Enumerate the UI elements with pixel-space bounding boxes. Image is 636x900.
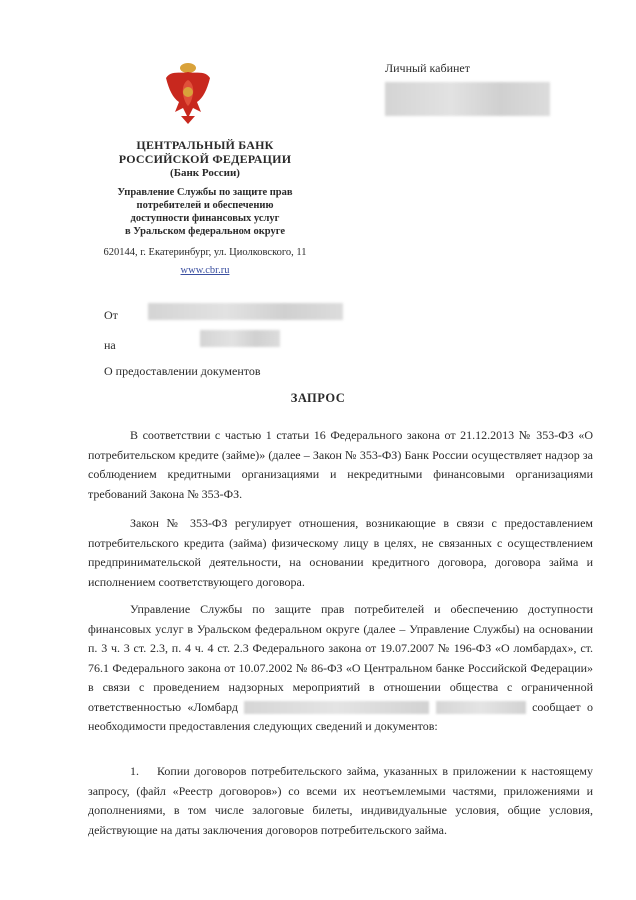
dept-line: потребителей и обеспечению xyxy=(136,200,274,211)
text-line: финансовыми организациями требований Закона № 353-ФЗ. xyxy=(88,467,594,501)
text-line: Копии договоров потребительского займа, указанных в приложении к xyxy=(157,764,527,778)
sender-address: 620144, г. Екатеринбург, ул. Циолковского, 11 xyxy=(103,247,307,258)
text-line: ломбардах», ст. 76.1 Федерального закона от 10.07.2002 № 86-ФЗ «О Центральном банке xyxy=(88,641,594,675)
paragraph-2 xyxy=(88,514,593,592)
dept-line: Управление Службы по защите прав xyxy=(117,187,293,198)
text-line: Закон № 353-ФЗ регулирует отношения, возникающие в связи с предоставлением xyxy=(130,516,593,530)
recipient-label: Личный кабинет xyxy=(385,61,470,75)
text-line: Российской Федерации» в связи с проведением надзорных мероприятий в отношении xyxy=(88,660,594,694)
list-number: 1. xyxy=(130,764,139,778)
text-line: общие условия, действующие на даты заключения договоров потребительского займа. xyxy=(88,803,594,837)
sender-letterhead xyxy=(80,138,330,277)
bank-short-name: (Банк России) xyxy=(170,167,240,179)
paragraph-1 xyxy=(88,426,593,504)
text-line: осуществлением предпринимательской деятельности, на основании кредитного договора, xyxy=(88,535,594,569)
bank-name-line2: РОССИЙСКОЙ ФЕДЕРАЦИИ xyxy=(118,152,292,166)
paragraph-3 xyxy=(88,600,593,737)
text-line: сообщает о необходимости предоставления следующих xyxy=(88,699,593,733)
redacted-company-name xyxy=(436,701,526,714)
text-line: основании п. 3 ч. 3 ст. 2.3, п. 4 ч. 4 ст. 2.3 Федерального закона от 19.07.2007 № 196-ФЗ «О xyxy=(88,621,594,655)
text-line: финансовых услуг в Уральском федеральном округе (далее – Управление Службы) на xyxy=(88,621,536,636)
redacted-from xyxy=(148,303,343,320)
dept-line: в Уральском федеральном округе xyxy=(125,226,285,237)
document-title: ЗАПРОС xyxy=(290,391,346,405)
coat-of-arms-icon xyxy=(163,60,213,130)
dept-line: доступности финансовых услуг xyxy=(130,213,280,224)
text-line: осуществляет надзор за соблюдением кредитными организациями и некредитными xyxy=(88,447,593,481)
redacted-recipient xyxy=(385,82,550,116)
redacted-company-name xyxy=(244,701,429,714)
text-line: приложениями и дополнениями, в том числе залоговые билеты, индивидуальные условия, xyxy=(88,783,593,817)
redacted-na xyxy=(200,330,280,347)
text-line: «О потребительском кредите (займе)» (далее – Закон № 353-ФЗ) Банк России xyxy=(88,428,593,462)
text-line: договора займа и исполнением соответствующего договора. xyxy=(88,555,594,589)
bank-name-line1: ЦЕНТРАЛЬНЫЙ БАНК xyxy=(136,138,274,152)
text-line: В соответствии с частью 1 статьи 16 Федерального закона от 21.12.2013 № 353-ФЗ xyxy=(130,428,574,442)
paragraph-4 xyxy=(88,762,593,840)
text-line: настоящему запросу, (файл «Реестр договоров») со всеми их неотъемлемыми частями, xyxy=(88,764,593,798)
website-link[interactable]: www.cbr.ru xyxy=(180,265,230,276)
text-line: общества с ограниченной ответственностью «Ломбард xyxy=(88,680,594,714)
subject-line: О предоставлении документов xyxy=(104,364,261,378)
department-name xyxy=(80,186,330,238)
text-line: потребительского кредита (займа) физическому лицу в целях, не связанных с xyxy=(88,535,503,550)
text-line: сведений и документов: xyxy=(315,719,438,733)
text-line: Управление Службы по защите прав потребителей и обеспечению доступности xyxy=(130,602,593,616)
from-label: От xyxy=(104,308,118,322)
na-label: на xyxy=(104,338,116,352)
